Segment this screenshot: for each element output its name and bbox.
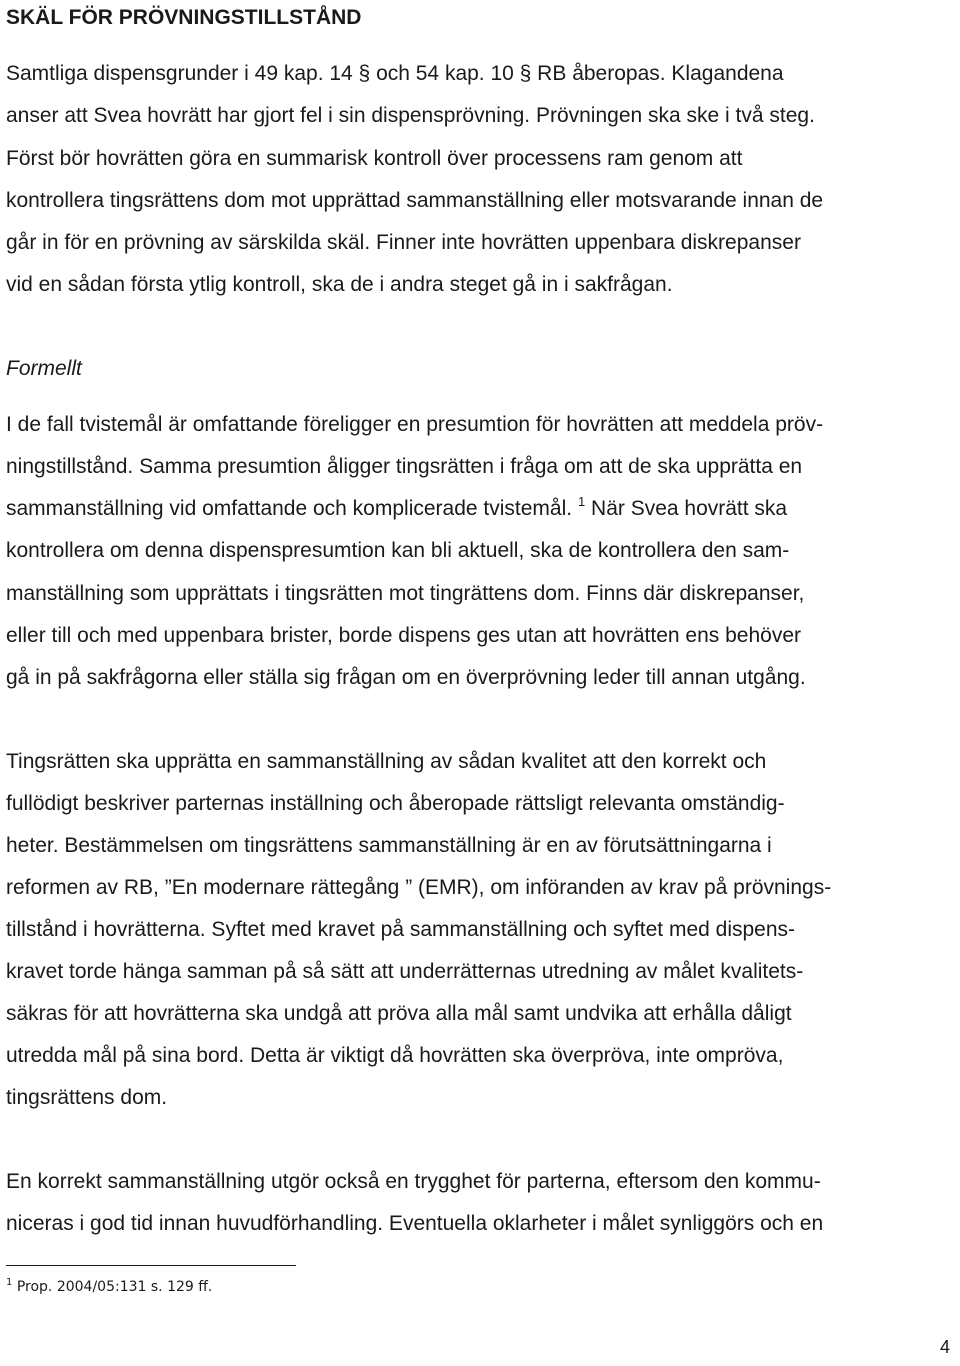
paragraph-3-line-2: fullödigt beskriver parternas inställning och åberopade rättsligt relevanta omständig- (6, 792, 785, 815)
paragraph-3-line-7: säkras för att hovrätterna ska undgå att pröva alla mål samt undvika att erhålla dåligt (6, 1002, 792, 1025)
paragraph-3-line-6: kravet torde hänga samman på så sätt att underrätternas utredning av målet kvalitets- (6, 960, 804, 983)
paragraph-1-line-6: vid en sådan första ytlig kontroll, ska de i andra steget gå in i sakfrågan. (6, 273, 673, 296)
paragraph-3-line-1: Tingsrätten ska upprätta en sammanställning av sådan kvalitet att den korrekt och (6, 750, 767, 773)
paragraph-3-line-5: tillstånd i hovrätterna. Syftet med kravet på sammanställning och syftet med dispens- (6, 918, 796, 941)
paragraph-2-line-1: I de fall tvistemål är omfattande föreligger en presumtion för hovrätten att meddela pröv- (6, 413, 824, 436)
paragraph-2-line-2: ningstillstånd. Samma presumtion åligger tingsrätten i fråga om att de ska upprätta en (6, 455, 803, 478)
paragraph-2-line-7: gå in på sakfrågorna eller ställa sig frågan om en överprövning leder till annan utgång. (6, 666, 806, 689)
footnote-divider (6, 1265, 296, 1266)
footnote (6, 1277, 212, 1297)
paragraph-3-line-4: reformen av RB, ”En modernare rättegång ” (EMR), om införanden av krav på prövnings- (6, 876, 832, 899)
paragraph-3-line-9: tingsrättens dom. (6, 1086, 168, 1109)
section-heading: SKÄL FÖR PRÖVNINGSTILLSTÅND (6, 6, 362, 29)
paragraph-1-line-3: Först bör hovrätten göra en summarisk kontroll över processens ram genom att (6, 147, 743, 170)
paragraph-3-line-8: utredda mål på sina bord. Detta är viktigt då hovrätten ska överpröva, inte ompröva, (6, 1044, 784, 1067)
paragraph-2-line-4: kontrollera om denna dispenspresumtion kan bli aktuell, ska de kontrollera den sam- (6, 539, 790, 562)
footnote-reference[interactable]: 1 (577, 494, 586, 509)
paragraph-4-line-2: niceras i god tid innan huvudförhandling. Eventuella oklarheter i målet synliggörs och en (6, 1212, 824, 1235)
paragraph-2-line-5: manställning som upprättats i tingsrätten mot tingrättens dom. Finns där diskrepanser, (6, 582, 805, 605)
paragraph-2-line-6: eller till och med uppenbara brister, borde dispens ges utan att hovrätten ens behöver (6, 624, 801, 647)
paragraph-1-line-2: anser att Svea hovrätt har gjort fel i sin dispensprövning. Prövningen ska ske i två steg. (6, 104, 815, 127)
paragraph-1-line-1: Samtliga dispensgrunder i 49 kap. 14 § och 54 kap. 10 § RB åberopas. Klagandena (6, 62, 784, 85)
footnote-text: Prop. 2004/05:131 s. 129 ff. (16, 1279, 213, 1295)
paragraph-2-line-3 (6, 495, 787, 523)
paragraph-3-line-3: heter. Bestämmelsen om tingsrättens sammanställning är en av förutsättningarna i (6, 834, 772, 857)
footnote-number: 1 (6, 1277, 13, 1288)
paragraph-1-line-4: kontrollera tingsrättens dom mot upprättad sammanställning eller motsvarande innan de (6, 189, 824, 212)
subheading-formellt: Formellt (6, 357, 82, 380)
paragraph-4-line-1: En korrekt sammanställning utgör också en trygghet för parterna, eftersom den kommu- (6, 1170, 821, 1193)
paragraph-1-line-5: går in för en prövning av särskilda skäl. Finner inte hovrätten uppenbara diskrepanser (6, 231, 801, 254)
paragraph-2-line-3-text-a: sammanställning vid omfattande och komplicerade tvistemål. (6, 497, 573, 520)
page-number: 4 (940, 1337, 951, 1357)
paragraph-2-line-3-text-b: När Svea hovrätt ska (585, 497, 788, 520)
